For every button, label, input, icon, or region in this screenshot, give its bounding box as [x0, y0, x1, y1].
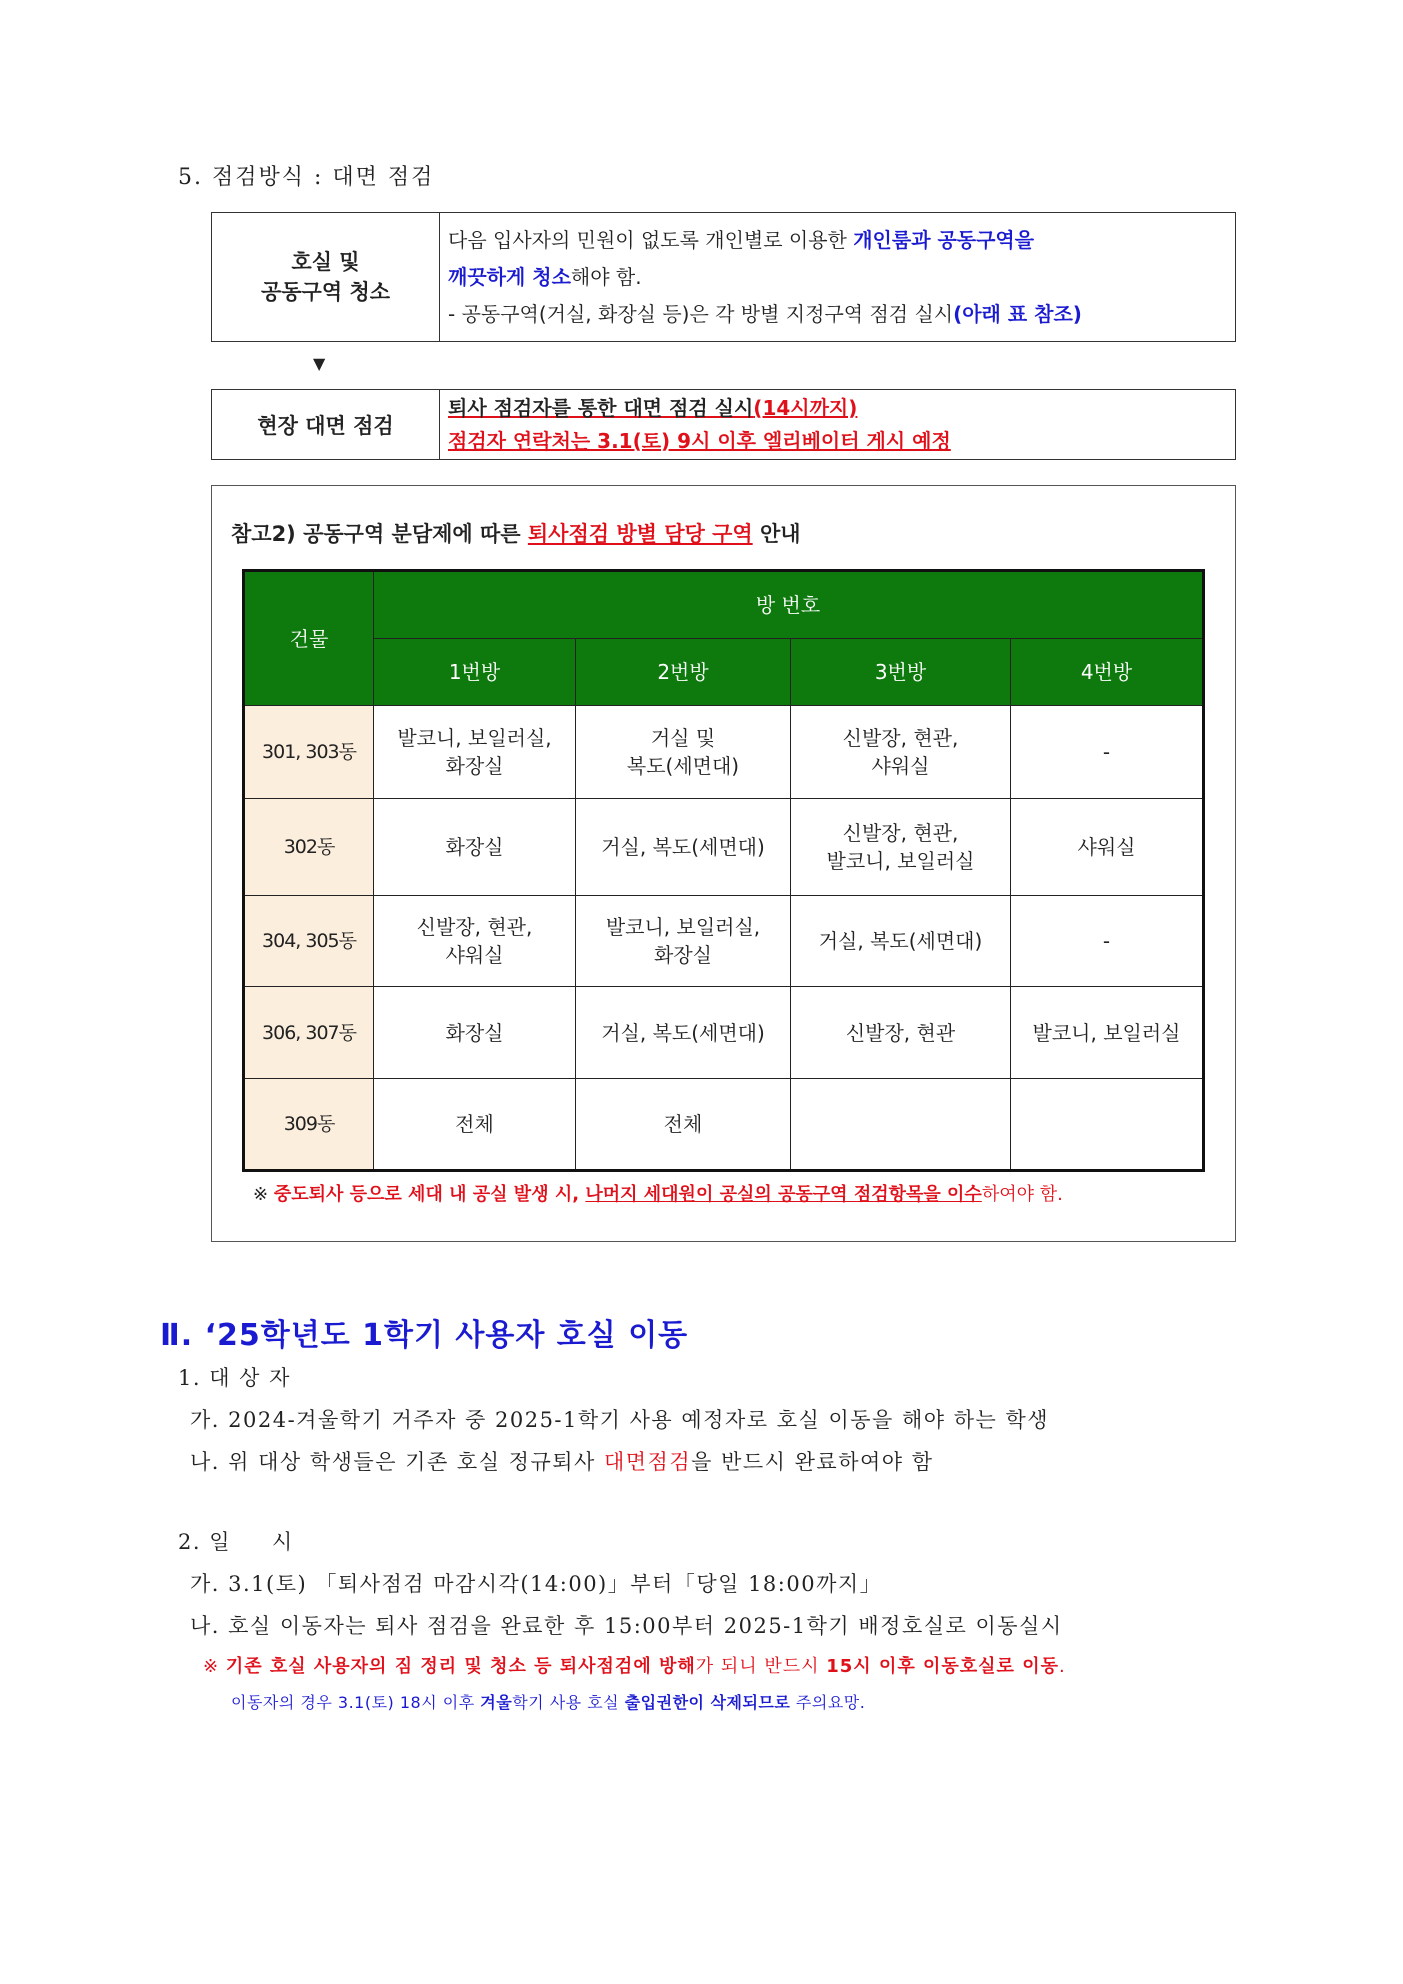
building-cell: 309동 — [244, 1079, 374, 1171]
zone-cell — [374, 706, 576, 799]
zone-cell — [791, 1079, 1011, 1171]
item1-a: 가. 2024-겨울학기 거주자 중 2025-1학기 사용 예정자로 호실 이동을 해야 하는 학생 — [190, 1408, 1050, 1432]
zone-assignment-table — [242, 569, 1205, 1172]
item2-a: 가. 3.1(토) 「퇴사점검 마감시각(14:00)」부터「당일 18:00까지」 — [190, 1572, 883, 1596]
zone-cell-line: 샤워실 — [445, 943, 504, 967]
move-note-plain2: . — [1058, 1656, 1066, 1677]
zone-cell — [1011, 987, 1204, 1079]
zone-cell-line: 전체 — [455, 1112, 494, 1136]
zone-cell-line: 발코니, 보일러실 — [826, 849, 975, 873]
zone-cell — [791, 706, 1011, 799]
zone-cell-line: 발코니, 보일러실, — [605, 915, 761, 939]
zone-cell-line: 거실, 복도(세면대) — [601, 1020, 765, 1045]
building-header: 건물 — [244, 571, 374, 706]
zone-cell-line: - — [1102, 740, 1111, 764]
vacancy-note-part2: 하여야 함. — [981, 1184, 1063, 1205]
zone-cell — [1011, 799, 1204, 896]
room-number-header: 방 번호 — [374, 571, 1204, 639]
access-note — [231, 1690, 865, 1713]
cleaning-label — [212, 213, 440, 342]
vacancy-note-underlined: 나머지 세대원이 공실의 공동구역 점검항목을 이수 — [585, 1184, 982, 1205]
room-header: 2번방 — [576, 639, 791, 706]
move-note-symbol: ※ — [203, 1656, 226, 1677]
access-note-bold1: 겨울 — [480, 1693, 513, 1712]
zone-cell-line: 신발장, 현관, — [416, 915, 533, 939]
zone-cell-line: 복도(세면대) — [626, 754, 740, 778]
zone-cell — [374, 1079, 576, 1171]
cleaning-text-bold3: (아래 표 참조) — [953, 301, 1082, 326]
table-row — [244, 706, 1204, 799]
zone-cell-line: 발코니, 보일러실, — [397, 726, 552, 750]
move-note-bold1: 기존 호실 사용자의 짐 정리 및 청소 등 퇴사점검에 방해 — [225, 1656, 696, 1677]
zone-cell-line: 화장실 — [445, 754, 504, 778]
reference-title-part2: 안내 — [752, 522, 801, 546]
cleaning-label-line2: 공동구역 청소 — [260, 280, 391, 304]
zone-cell-line: 거실, 복도(세면대) — [818, 929, 983, 953]
building-cell: 301, 303동 — [244, 706, 374, 799]
zone-cell — [576, 987, 791, 1079]
zone-cell-line: 전체 — [663, 1112, 703, 1136]
zone-cell — [576, 896, 791, 987]
access-note-part1: 이동자의 경우 3.1(토) 18시 이후 — [231, 1693, 481, 1712]
down-arrow-icon: ▼ — [313, 354, 326, 373]
access-note-bold2: 출입권한이 삭제되므로 — [624, 1693, 791, 1712]
table-row — [244, 799, 1204, 896]
zone-cell — [791, 987, 1011, 1079]
building-cell: 302동 — [244, 799, 374, 896]
building-cell: 304, 305동 — [244, 896, 374, 987]
zone-cell-line: 화장실 — [445, 1020, 504, 1045]
reference-title-part1: 참고2) 공동구역 분담제에 따른 — [231, 522, 528, 546]
table-row — [244, 987, 1204, 1079]
item1-b — [190, 1446, 934, 1476]
cleaning-text-bold2: 깨끗하게 청소 — [448, 264, 571, 289]
vacancy-note-part1: 중도퇴사 등으로 세대 내 공실 발생 시, — [273, 1184, 586, 1205]
move-note — [203, 1652, 1066, 1678]
cleaning-text-part3: - 공동구역(거실, 화장실 등)은 각 방별 지정구역 점검 실시 — [448, 301, 954, 326]
zone-cell-line: 신발장, 현관, — [842, 726, 959, 750]
zone-cell — [374, 799, 576, 896]
zone-cell — [791, 799, 1011, 896]
cleaning-box — [211, 212, 1236, 342]
cleaning-text-part1: 다음 입사자의 민원이 없도록 개인별로 이용한 — [448, 227, 854, 252]
table-row — [244, 896, 1204, 987]
zone-cell-line: 화장실 — [654, 943, 712, 967]
inspection-text — [440, 390, 1236, 460]
room-header: 3번방 — [791, 639, 1011, 706]
cleaning-text — [440, 213, 1236, 342]
reference-title-underlined: 퇴사점검 방별 담당 구역 — [527, 522, 753, 546]
zone-cell — [1011, 1079, 1204, 1171]
zone-cell-line: 화장실 — [445, 835, 504, 859]
zone-cell-line: 샤워실 — [871, 754, 930, 778]
cleaning-text-part2: 해야 함. — [570, 264, 642, 289]
zone-cell-line: 신발장, 현관 — [845, 1020, 956, 1045]
vacancy-note — [253, 1180, 1063, 1206]
zone-cell-line: - — [1102, 929, 1111, 953]
zone-cell-line: 발코니, 보일러실 — [1032, 1020, 1181, 1045]
zone-cell — [576, 1079, 791, 1171]
inspection-line1-time: (14시까지) — [753, 395, 858, 420]
building-cell: 306, 307동 — [244, 987, 374, 1079]
inspection-line2: 점검자 연락처는 3.1(토) 9시 이후 엘리베이터 게시 예정 — [448, 428, 951, 453]
item2-title: 2. 일 시 — [178, 1530, 294, 1554]
zone-cell — [576, 706, 791, 799]
item1-b-red: 대면점검 — [603, 1450, 692, 1474]
move-note-bold2: 15시 이후 이동호실로 이동 — [826, 1656, 1059, 1677]
zone-cell — [576, 799, 791, 896]
zone-cell — [374, 896, 576, 987]
inspection-label: 현장 대면 점검 — [212, 390, 440, 460]
inspection-box — [211, 389, 1236, 460]
room-header: 1번방 — [374, 639, 576, 706]
note-symbol: ※ — [253, 1184, 274, 1205]
item2-b: 나. 호실 이동자는 퇴사 점검을 완료한 후 15:00부터 2025-1학기 배정호실로 이동실시 — [190, 1614, 1063, 1638]
zone-cell-line: 신발장, 현관, — [842, 821, 959, 845]
zone-cell — [374, 987, 576, 1079]
item1-b-part2: 을 반드시 완료하여야 함 — [691, 1450, 934, 1474]
zone-cell — [1011, 706, 1204, 799]
section2-heading: Ⅱ. ‘25학년도 1학기 사용자 호실 이동 — [160, 1318, 689, 1353]
table-row — [244, 1079, 1204, 1171]
access-note-part3: 주의요망. — [790, 1693, 866, 1712]
zone-cell-line: 거실, 복도(세면대) — [601, 835, 765, 859]
section5-heading: 5. 점검방식 : 대면 점검 — [178, 165, 435, 190]
inspection-line1: 퇴사 점검자를 통한 대면 점검 실시 — [448, 395, 754, 420]
access-note-part2: 학기 사용 호실 — [512, 1693, 625, 1712]
move-note-plain1: 가 되니 반드시 — [695, 1656, 827, 1677]
cleaning-label-line1: 호실 및 — [291, 250, 360, 274]
zone-cell — [1011, 896, 1204, 987]
zone-cell — [791, 896, 1011, 987]
reference-title — [231, 518, 801, 548]
zone-cell-line: 거실 및 — [650, 726, 716, 750]
item1-b-part1: 나. 위 대상 학생들은 기존 호실 정규퇴사 — [190, 1450, 604, 1474]
item1-title: 1. 대 상 자 — [178, 1366, 291, 1390]
room-header: 4번방 — [1011, 639, 1204, 706]
zone-cell-line: 샤워실 — [1077, 835, 1136, 859]
cleaning-text-bold1: 개인룸과 공동구역을 — [853, 227, 1035, 252]
